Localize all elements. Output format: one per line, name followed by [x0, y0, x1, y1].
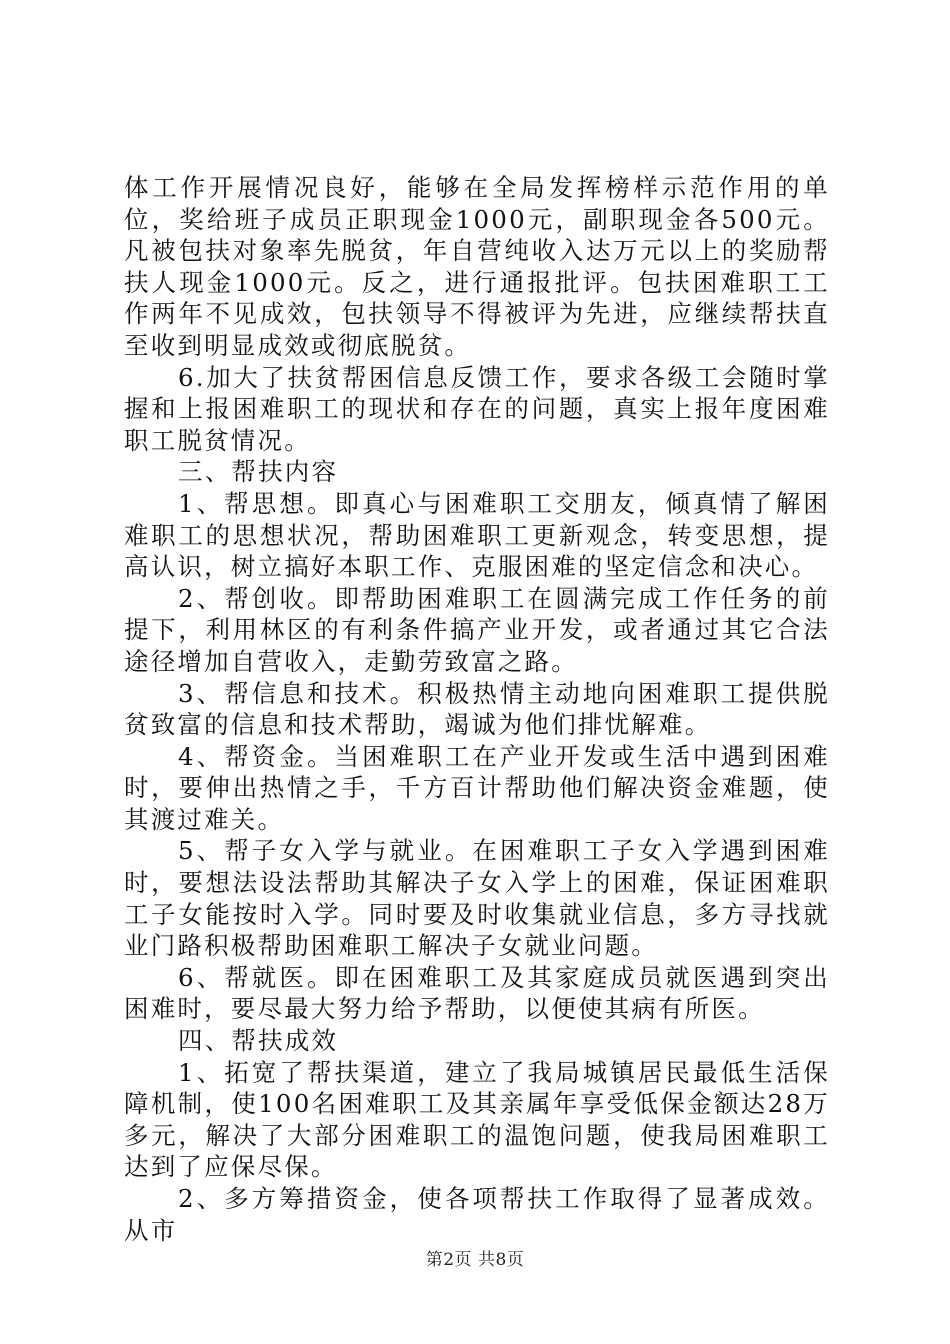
- paragraph: 6、帮就医。即在困难职工及其家庭成员就医遇到突出困难时，要尽最大努力给予帮助，以便使其病有所医。: [124, 962, 830, 1024]
- section-heading: 三、帮扶内容: [178, 457, 339, 487]
- page-number-footer: 第2页 共8页: [425, 1250, 525, 1270]
- document-body: [124, 172, 830, 1246]
- paragraph: 4、帮资金。当困难职工在产业开发或生活中遇到困难时，要伸出热情之手，千方百计帮助他们解决资金难题，使其渡过难关。: [124, 741, 830, 834]
- section-heading: 四、帮扶成效: [178, 1026, 339, 1056]
- paragraph: 1、帮思想。即真心与困难职工交朋友，倾真情了解困难职工的思想状况，帮助困难职工更新观念，转变思想，提高认识，树立搞好本职工作、克服困难的坚定信念和决心。: [124, 488, 830, 582]
- paragraph: 1、拓宽了帮扶渠道，建立了我局城镇居民最低生活保障机制，使100名困难职工及其亲属年享受低保金额达28万多元，解决了大部分困难职工的温饱问题，使我局困难职工达到了应保尽保。: [124, 1057, 830, 1182]
- paragraph: 体工作开展情况良好，能够在全局发挥榜样示范作用的单位，奖给班子成员正职现金1000元，副职现金各500元。凡被包扶对象率先脱贫，年自营纯收入达万元以上的奖励帮扶人现金1000元。反之，进行通报批评。包扶困难职工工作两年不见成效，包扶领导不得被评为先进，应继续帮扶直至收到明显成效或彻底脱贫。: [124, 173, 830, 360]
- paragraph: 3、帮信息和技术。积极热情主动地向困难职工提供脱贫致富的信息和技术帮助，竭诚为他们排忧解难。: [124, 678, 830, 740]
- paragraph: 5、帮子女入学与就业。在困难职工子女入学遇到困难时，要想法设法帮助其解决子女入学上的困难，保证困难职工子女能按时入学。同时要及时收集就业信息，多方寻找就业门路积极帮助困难职工解决子女就业问题。: [124, 836, 830, 961]
- paragraph: 6.加大了扶贫帮困信息反馈工作，要求各级工会随时掌握和上报困难职工的现状和存在的问题，真实上报年度困难职工脱贫情况。: [124, 362, 830, 455]
- paragraph: 2、多方筹措资金，使各项帮扶工作取得了显著成效。从市: [124, 1184, 830, 1245]
- paragraph: 2、帮创收。即帮助困难职工在圆满完成工作任务的前提下，利用林区的有利条件搞产业开发，或者通过其它合法途径增加自营收入，走勤劳致富之路。: [124, 583, 830, 676]
